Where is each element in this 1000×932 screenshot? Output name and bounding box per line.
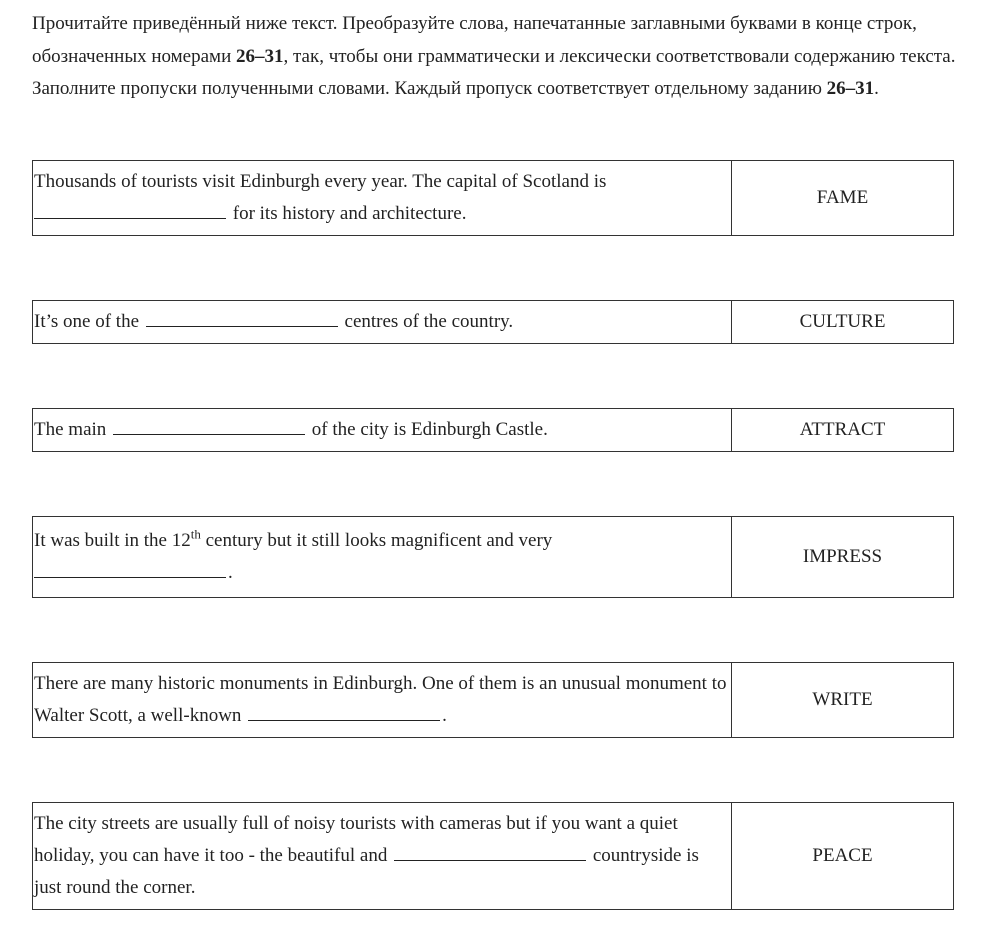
task-text-3 xyxy=(33,409,732,451)
key-word-4: IMPRESS xyxy=(802,546,883,567)
task-range-1: 26–31 xyxy=(236,45,284,67)
task-text-5 xyxy=(33,663,732,737)
answer-gap-3[interactable] xyxy=(113,433,305,435)
task-row-4 xyxy=(32,516,954,598)
task-text-before: The main xyxy=(34,419,112,440)
ordinal-suffix: th xyxy=(190,526,201,542)
task-text-before: It was built in the 12 xyxy=(34,530,191,551)
task-text-4 xyxy=(33,517,732,597)
task-text-after: countryside is just round the corner. xyxy=(34,845,699,898)
answer-gap-2[interactable] xyxy=(146,325,338,327)
task-text-before: Thousands of tourists visit Edinburgh every year. The capital of Scotland is xyxy=(34,171,607,192)
task-text-before: There are many historic monuments in Edinburgh. One of them is an unusual monument to Walter Scott, a well-known xyxy=(34,673,727,726)
key-word-3: ATTRACT xyxy=(799,419,886,440)
task-text-middle: century but it still looks magnificent and very xyxy=(200,530,553,551)
task-text-after: . xyxy=(442,705,447,726)
answer-gap-1[interactable] xyxy=(34,217,226,219)
answer-gap-4[interactable] xyxy=(34,576,226,578)
task-text-before: The city streets are usually full of noisy tourists with cameras but if you want a quiet holiday, you can have it too - the beautiful and xyxy=(34,813,678,866)
task-row-6 xyxy=(32,802,954,910)
task-text-after: centres of the country. xyxy=(339,311,514,332)
answer-gap-5[interactable] xyxy=(248,719,440,721)
task-text-2 xyxy=(33,301,732,343)
task-row-2 xyxy=(32,300,954,344)
task-text-after: for its history and architecture. xyxy=(228,203,467,224)
task-text-before: It’s one of the xyxy=(34,311,144,332)
task-row-3 xyxy=(32,408,954,452)
answer-gap-6[interactable] xyxy=(394,859,586,861)
task-text-6 xyxy=(33,803,732,909)
task-row-1 xyxy=(32,160,954,236)
instructions xyxy=(32,8,972,106)
instructions-text-1: Прочитайте приведённый ниже текст. Преобразуйте слова, напечатанные заглавными буквами в конце строк, обозначенных номерами xyxy=(32,13,917,67)
key-word-2: CULTURE xyxy=(799,311,886,332)
task-text-after: of the city is Edinburgh Castle. xyxy=(307,419,548,440)
key-word-5: WRITE xyxy=(812,689,873,710)
key-word-6: PEACE xyxy=(812,845,873,866)
instructions-text-2: , так, чтобы они грамматически и лексически соответствовали содержанию текста. Заполните пропуски полученными словами. Каждый пропуск соответствует отдельному заданию xyxy=(32,45,956,99)
key-word-1: FAME xyxy=(816,187,869,208)
task-text-1 xyxy=(33,161,732,235)
instructions-text-3: . xyxy=(874,78,879,99)
task-range-2: 26–31 xyxy=(826,78,875,99)
task-row-5 xyxy=(32,662,954,738)
task-text-after: . xyxy=(228,562,233,583)
